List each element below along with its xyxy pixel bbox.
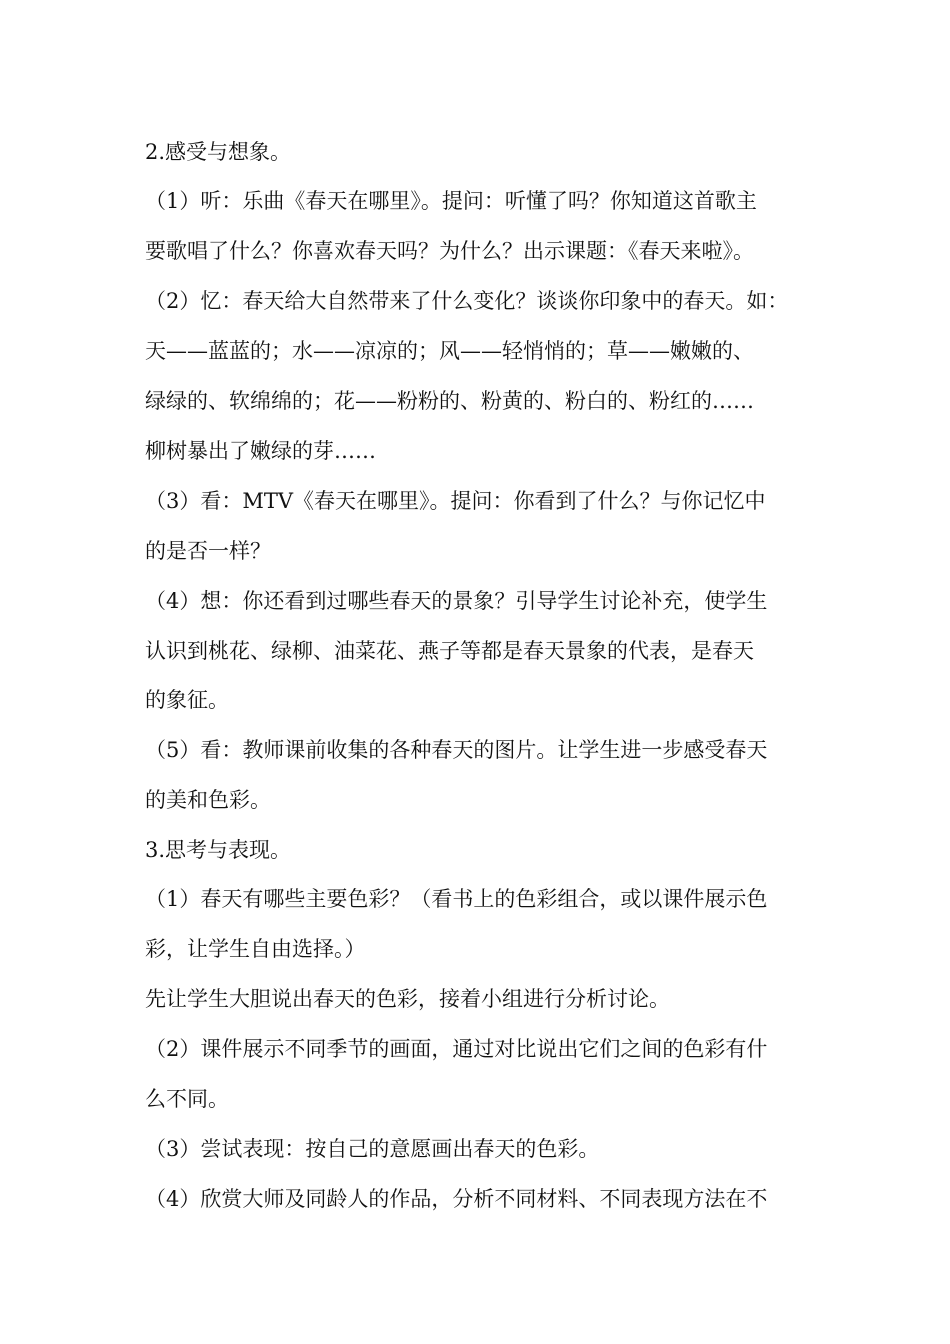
paragraph-line: （4）欣赏大师及同龄人的作品，分析不同材料、不同表现方法在不	[145, 1187, 768, 1211]
paragraph-line: 绿绿的、软绵绵的；花——粉粉的、粉黄的、粉白的、粉红的……	[145, 389, 754, 413]
paragraph-line: 柳树暴出了嫩绿的芽……	[145, 439, 376, 463]
paragraph-line: （3）看：MTV《春天在哪里》。提问：你看到了什么？与你记忆中	[145, 489, 766, 513]
paragraph-line: （4）想：你还看到过哪些春天的景象？引导学生讨论补充，使学生	[145, 589, 768, 613]
paragraph-line: 么不同。	[145, 1087, 229, 1111]
paragraph-line: 天——蓝蓝的；水——凉凉的；风——轻悄悄的；草——嫩嫩的、	[145, 339, 754, 363]
section-heading: 3.思考与表现。	[145, 838, 292, 862]
paragraph-line: 要歌唱了什么？你喜欢春天吗？为什么？出示课题：《春天来啦》。	[145, 239, 754, 263]
paragraph-line: 的象征。	[145, 688, 229, 712]
paragraph-line: 彩，让学生自由选择。）	[145, 937, 366, 961]
paragraph-line: （1）听：乐曲《春天在哪里》。提问：听懂了吗？你知道这首歌主	[145, 189, 757, 213]
paragraph-line: （3）尝试表现：按自己的意愿画出春天的色彩。	[145, 1137, 600, 1161]
paragraph-line: （5）看：教师课前收集的各种春天的图片。让学生进一步感受春天	[145, 738, 768, 762]
section-heading: 2.感受与想象。	[145, 140, 292, 164]
paragraph-line: 先让学生大胆说出春天的色彩，接着小组进行分析讨论。	[145, 987, 670, 1011]
paragraph-line: 认识到桃花、绿柳、油菜花、燕子等都是春天景象的代表，是春天	[145, 639, 754, 663]
paragraph-line: （1）春天有哪些主要色彩？（看书上的色彩组合，或以课件展示色	[145, 887, 768, 911]
paragraph-line: 的是否一样？	[145, 539, 271, 563]
paragraph-line: （2）忆：春天给大自然带来了什么变化？谈谈你印象中的春天。如：	[145, 289, 789, 313]
paragraph-line: （2）课件展示不同季节的画面，通过对比说出它们之间的色彩有什	[145, 1037, 768, 1061]
paragraph-line: 的美和色彩。	[145, 788, 271, 812]
